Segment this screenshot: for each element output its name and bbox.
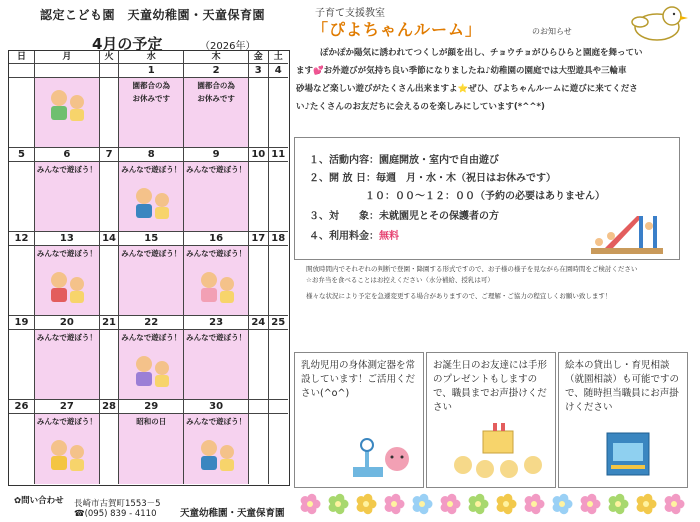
contact-label: ✿問い合わせ xyxy=(14,496,64,506)
calendar-event: 園都合の為 xyxy=(132,81,170,90)
calendar-event: みんなで遊ぼう！ xyxy=(121,333,182,342)
child-illustration xyxy=(130,184,174,224)
org-name: 認定こども園 天童幼稚園・天童保育園 xyxy=(40,8,266,22)
calendar-event: みんなで遊ぼう！ xyxy=(186,417,247,426)
day-cell xyxy=(119,78,184,148)
day-number xyxy=(249,400,268,414)
day-number: 25 xyxy=(269,316,288,330)
day-cell xyxy=(9,330,35,400)
flower-icon xyxy=(385,494,405,514)
child-illustration xyxy=(130,352,174,392)
notice-label: のお知らせ xyxy=(532,27,572,36)
kosodate-label: 子育て支援教室 xyxy=(315,8,385,19)
calendar-event: みんなで遊ぼう！ xyxy=(186,165,247,174)
flower-icon xyxy=(609,494,629,514)
day-number: 14 xyxy=(100,232,119,246)
flower-icon xyxy=(301,494,321,514)
calendar-event: みんなで遊ぼう！ xyxy=(186,249,247,258)
flower-icon xyxy=(553,494,573,514)
day-number: 11 xyxy=(269,148,288,162)
child-illustration xyxy=(195,268,239,308)
day-cell xyxy=(269,414,288,484)
day-number: 17 xyxy=(249,232,268,246)
day-number: 5 xyxy=(9,148,35,162)
day-cell xyxy=(269,246,288,316)
flower-icon xyxy=(469,494,489,514)
day-cell xyxy=(249,162,268,232)
day-number: 29 xyxy=(119,400,184,414)
target-value: 未就園児とその保護者の方 xyxy=(379,211,499,222)
date-label: ２、開 放 日： xyxy=(309,173,376,184)
day-number xyxy=(100,64,119,78)
flower-border xyxy=(296,490,696,520)
calendar-event: お休みです xyxy=(197,94,235,103)
day-cell xyxy=(9,78,35,148)
day-cell xyxy=(9,414,35,484)
day-number: 24 xyxy=(249,316,268,330)
flower-icon xyxy=(329,494,349,514)
month-title: 4月の予定 xyxy=(92,35,163,53)
day-number: 13 xyxy=(35,232,100,246)
card-text: 乳幼児用の身体測定器を常設しています！ご活用ください(^o^) xyxy=(301,360,416,399)
day-cell xyxy=(100,78,119,148)
flower-icon xyxy=(357,494,377,514)
weekday-tue: 火 xyxy=(100,51,119,64)
day-cell xyxy=(269,162,288,232)
address: 長崎市古賀町1553－5 xyxy=(74,499,161,509)
day-number xyxy=(269,400,288,414)
day-number: 22 xyxy=(119,316,184,330)
target-label: ３、対 象： xyxy=(309,211,379,222)
day-number: 28 xyxy=(100,400,119,414)
day-cell xyxy=(249,330,268,400)
day-number: 27 xyxy=(35,400,100,414)
party-illustration xyxy=(449,419,549,483)
day-number: 12 xyxy=(9,232,35,246)
intro-line: ぽかぽか陽気に誘われてつくしが顔を出し、チョウチョがひらひらと園庭を舞ってい xyxy=(320,48,643,58)
flower-icon xyxy=(581,494,601,514)
activity-label: １、活動内容： xyxy=(309,155,379,166)
weekday-mon: 月 xyxy=(35,51,100,64)
child-illustration xyxy=(195,436,239,476)
day-cell xyxy=(249,246,268,316)
day-cell xyxy=(249,414,268,484)
child-illustration xyxy=(45,436,89,476)
time-value: １０：００～１２：００（予約の必要はありません） xyxy=(365,191,605,202)
day-number xyxy=(9,64,35,78)
card-text: 絵本の貸出し・育児相談（就園相談）も可能ですので、随時担当職員にお声掛けください xyxy=(565,360,680,413)
day-cell xyxy=(249,78,268,148)
calendar-event: みんなで遊ぼう！ xyxy=(186,333,247,342)
weekday-sat: 土 xyxy=(269,51,288,64)
footer-org: 天童幼稚園・天童保育園 xyxy=(180,508,285,519)
day-number: 1 xyxy=(119,64,184,78)
day-cell xyxy=(184,78,249,148)
day-cell xyxy=(100,330,119,400)
flower-icon xyxy=(637,494,657,514)
info-card-birthday xyxy=(426,352,556,488)
date-value: 毎週 月・水・木（祝日はお休みです） xyxy=(375,173,556,184)
calendar-event: みんなで遊ぼう！ xyxy=(36,333,97,342)
intro-line: い♪たくさんのお友だちに会えるのを楽しみにしています(*^^*) xyxy=(296,102,545,112)
program-name: 「ぴよちゃんルーム」 xyxy=(312,20,483,39)
day-cell xyxy=(269,330,288,400)
day-number: 19 xyxy=(9,316,35,330)
day-number: 16 xyxy=(184,232,249,246)
day-cell xyxy=(269,78,288,148)
flower-icon xyxy=(525,494,545,514)
year-label: （2026年） xyxy=(200,41,256,52)
calendar-event: みんなで遊ぼう！ xyxy=(36,249,97,258)
flower-icon xyxy=(441,494,461,514)
day-number: 15 xyxy=(119,232,184,246)
slide-illustration xyxy=(587,208,667,256)
day-number: 23 xyxy=(184,316,249,330)
weekday-fri: 金 xyxy=(249,51,268,64)
child-illustration xyxy=(45,86,89,126)
calendar xyxy=(8,50,290,486)
flower-icon xyxy=(665,494,685,514)
day-cell xyxy=(35,330,100,400)
calendar-event: みんなで遊ぼう！ xyxy=(36,417,97,426)
info-card-measure xyxy=(294,352,424,488)
info-box xyxy=(294,137,680,260)
scale-illustration xyxy=(347,437,417,483)
intro-text xyxy=(296,44,696,116)
day-cell xyxy=(119,414,184,484)
fee-value: 無料 xyxy=(379,231,399,242)
day-cell xyxy=(119,246,184,316)
child-illustration xyxy=(45,268,89,308)
day-cell xyxy=(9,246,35,316)
day-number: 30 xyxy=(184,400,249,414)
calendar-event: 園都合の為 xyxy=(197,81,235,90)
day-number: 2 xyxy=(184,64,249,78)
chick-illustration xyxy=(622,2,692,42)
day-cell xyxy=(184,162,249,232)
day-number: 4 xyxy=(269,64,288,78)
day-number: 21 xyxy=(100,316,119,330)
day-cell xyxy=(9,162,35,232)
day-number: 20 xyxy=(35,316,100,330)
weekday-wed: 水 xyxy=(119,51,184,64)
calendar-event: みんなで遊ぼう！ xyxy=(121,165,182,174)
day-number: 18 xyxy=(269,232,288,246)
card-text: お誕生日のお友達には手形のプレゼントもしますので、職員までお声掛けください xyxy=(433,360,548,413)
weekday-sun: 日 xyxy=(9,51,35,64)
calendar-event: みんなで遊ぼう！ xyxy=(36,165,97,174)
day-number: 3 xyxy=(249,64,268,78)
note-1: 開放時間内でそれぞれの判断で登園・降園する形式ですので、お子様の様子を見ながら在園時間をご検討ください xyxy=(306,265,638,273)
day-cell xyxy=(35,162,100,232)
day-number: 10 xyxy=(249,148,268,162)
day-number xyxy=(35,64,100,78)
day-cell xyxy=(100,246,119,316)
flower-icon xyxy=(413,494,433,514)
intro-line: 砂場など楽しい遊びがたくさん出来ますよ⭐ぜひ、ぴよちゃんルームに遊びに来てくださ xyxy=(296,84,638,94)
day-number: 7 xyxy=(100,148,119,162)
day-cell xyxy=(100,162,119,232)
day-number: 6 xyxy=(35,148,100,162)
info-card-books xyxy=(558,352,688,488)
flower-icon xyxy=(497,494,517,514)
day-number: 26 xyxy=(9,400,35,414)
day-number: 8 xyxy=(119,148,184,162)
calendar-event: みんなで遊ぼう！ xyxy=(121,249,182,258)
day-cell xyxy=(100,414,119,484)
note-2: ☆お弁当を食べることはお控えください（水分補給、授乳は可） xyxy=(306,276,494,284)
telephone: ☎(095) 839 - 4110 xyxy=(74,509,157,519)
book-illustration xyxy=(603,429,653,479)
activity-value: 園庭開放・室内で自由遊び xyxy=(379,155,499,166)
weekday-thu: 木 xyxy=(184,51,249,64)
intro-line: ます💕お外遊びが気持ち良い季節になりましたね♪幼稚園の園庭では大型遊具や三輪車 xyxy=(296,66,627,76)
fee-label: ４、利用料金： xyxy=(309,231,379,242)
calendar-event: 昭和の日 xyxy=(136,417,167,426)
day-number: 9 xyxy=(184,148,249,162)
calendar-event: お休みです xyxy=(132,94,170,103)
day-cell xyxy=(184,330,249,400)
note-3: 様々な状況により予定を急遽変更する場合がありますので、ご理解・ご協力の程宜しくお願い致します！ xyxy=(306,292,612,300)
